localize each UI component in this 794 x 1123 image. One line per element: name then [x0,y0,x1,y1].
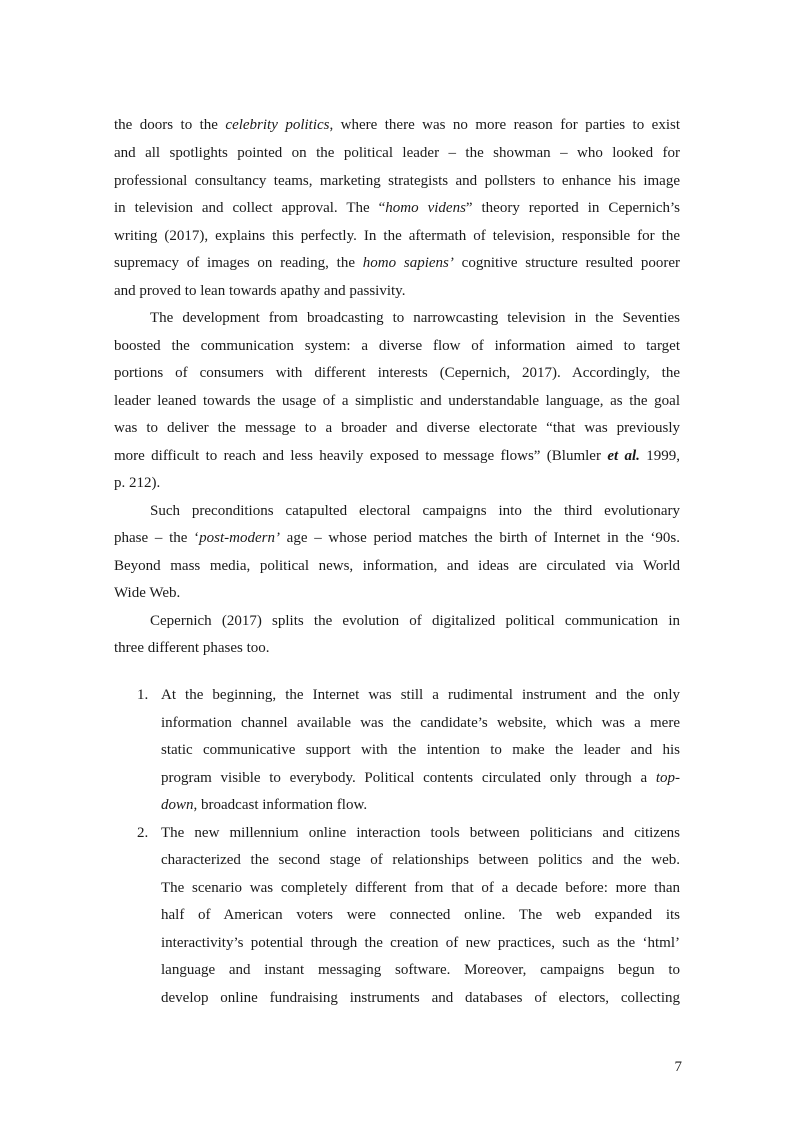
text-line: static communicative support with the intention to make the leader and his [161,742,680,758]
text-line: the doors to the celebrity politics, where there was no more reason for parties to exist [114,117,680,133]
text-line: phase – the ‘post-modern’ age – whose period matches the birth of Internet in the ‘90s. [114,530,680,546]
italic-text: top- [655,770,680,786]
italic-text: celebrity politics [225,117,330,133]
text-line: program visible to everybody. Political contents circulated only through a top- [161,770,680,786]
text-line: Such preconditions catapulted electoral campaigns into the third evolutionary [150,503,680,519]
text-line: more difficult to reach and less heavily exposed to message flows” (Blumler et al. 1999, [114,448,681,464]
list-number: 1. [137,687,149,703]
text-line: Wide Web. [114,585,181,601]
text-line: down, broadcast information flow. [161,797,368,813]
text-line: characterized the second stage of relationships between politics and the web. [161,852,680,868]
text-line: supremacy of images on reading, the homo sapiens’ cognitive structure resulted poorer [114,255,680,271]
text-line: three different phases too. [114,640,270,656]
text-line: interactivity’s potential through the creation of new practices, such as the ‘html’ [161,935,680,951]
text-line: The development from broadcasting to narrowcasting television in the Seventies [150,310,680,326]
italic-text: post-modern’ [199,530,280,546]
text-line: in television and collect approval. The “homo videns” theory reported in Cepernich’s [114,200,680,216]
text-line: The scenario was completely different from that of a decade before: more than [161,880,680,896]
text-line: develop online fundraising instruments and databases of electors, collecting [161,990,680,1006]
text-line: and all spotlights pointed on the political leader – the showman – who looked for [114,145,680,161]
text-line: professional consultancy teams, marketing strategists and pollsters to enhance his image [114,173,680,189]
text-line: boosted the communication system: a diverse flow of information aimed to target [114,338,680,354]
italic-text: homo sapiens’ [362,255,454,271]
page-number: 7 [674,1059,682,1075]
text-line: was to deliver the message to a broader and diverse electorate “that was previously [114,420,680,436]
bold-italic-text: et al. [607,448,640,464]
text-line: information channel available was the candidate’s website, which was a mere [161,715,680,731]
italic-text: down [161,797,194,813]
italic-text: homo videns [385,200,466,216]
text-line: The new millennium online interaction tools between politicians and citizens [161,825,680,841]
text-line: p. 212). [114,475,161,491]
text-line: and proved to lean towards apathy and passivity. [114,283,406,299]
text-line: Beyond mass media, political news, information, and ideas are circulated via World [114,558,680,574]
text-line: half of American voters were connected online. The web expanded its [161,907,680,923]
text-line: leader leaned towards the usage of a simplistic and understandable language, as the goal [114,393,680,409]
text-line: portions of consumers with different interests (Cepernich, 2017). Accordingly, the [114,365,680,381]
text-line: language and instant messaging software. Moreover, campaigns begun to [161,962,680,978]
text-line: Cepernich (2017) splits the evolution of digitalized political communication in [150,613,680,629]
list-number: 2. [137,825,149,841]
text-line: writing (2017), explains this perfectly. In the aftermath of television, responsible for the [114,228,680,244]
text-line: At the beginning, the Internet was still a rudimental instrument and the only [161,687,680,703]
